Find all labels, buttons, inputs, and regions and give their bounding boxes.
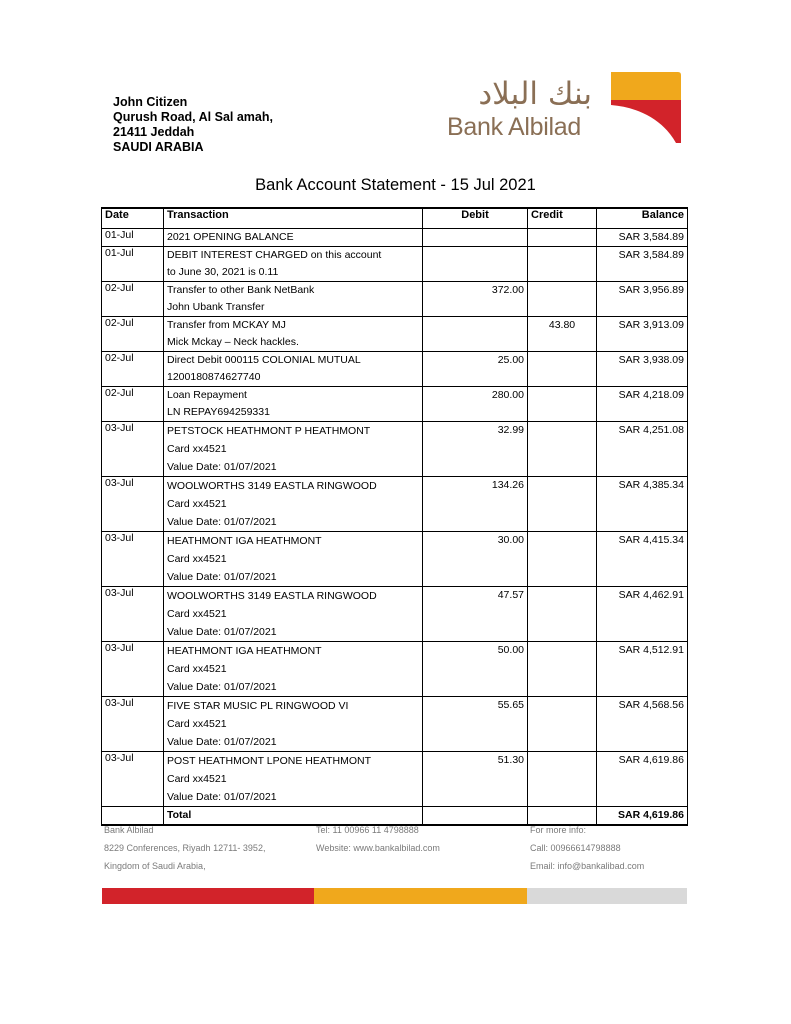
- row-date: 03-Jul: [102, 752, 164, 807]
- row-debit: [423, 477, 528, 532]
- row-balance-value: SAR 4,415.34: [618, 534, 684, 546]
- row-transaction: [164, 229, 423, 247]
- row-credit: [528, 352, 597, 387]
- customer-name: John Citizen: [113, 95, 188, 109]
- footer-call: Call: 00966614798888: [530, 843, 621, 853]
- transaction-line: Value Date: 01/07/2021: [167, 736, 277, 748]
- row-credit-value: 43.80: [548, 319, 576, 331]
- bank-name-latin: Bank Albilad: [447, 113, 581, 141]
- row-balance: [597, 752, 688, 807]
- row-balance-value: SAR 3,584.89: [618, 249, 684, 261]
- row-debit-value: 25.00: [497, 354, 524, 366]
- header-debit: Debit: [423, 208, 528, 229]
- row-debit: [423, 422, 528, 477]
- table-row: [102, 282, 688, 317]
- row-debit-value: [426, 229, 524, 230]
- transaction-line: HEATHMONT IGA HEATHMONT: [167, 535, 322, 547]
- row-balance: [597, 697, 688, 752]
- customer-address: [113, 95, 273, 155]
- row-transaction: [164, 387, 423, 422]
- row-date: 03-Jul: [102, 477, 164, 532]
- footer-tel: Tel: 11 00966 11 4798888: [316, 825, 419, 835]
- transaction-line: WOOLWORTHS 3149 EASTLA RINGWOOD: [167, 480, 377, 492]
- row-date: 01-Jul: [102, 247, 164, 282]
- row-debit: [423, 697, 528, 752]
- transaction-line: Card xx4521: [167, 773, 227, 785]
- table-header-row: [102, 208, 688, 229]
- row-credit-value: [531, 532, 593, 533]
- table-row: [102, 317, 688, 352]
- row-balance: [597, 352, 688, 387]
- table-row: [102, 477, 688, 532]
- row-transaction: [164, 642, 423, 697]
- row-debit: [423, 352, 528, 387]
- transaction-line: John Ubank Transfer: [167, 301, 265, 313]
- row-debit: [423, 387, 528, 422]
- total-label: Total: [164, 807, 423, 826]
- row-date: 02-Jul: [102, 317, 164, 352]
- row-debit-value: 32.99: [497, 424, 524, 436]
- footer-address: [104, 821, 265, 875]
- table-row: [102, 587, 688, 642]
- row-debit: [423, 229, 528, 247]
- row-credit-value: [531, 752, 593, 753]
- row-transaction: [164, 532, 423, 587]
- row-credit: [528, 532, 597, 587]
- transaction-line: Card xx4521: [167, 498, 227, 510]
- transaction-line: Loan Repayment: [167, 389, 247, 401]
- header-balance: Balance: [597, 208, 688, 229]
- row-balance-value: SAR 3,913.09: [618, 319, 684, 331]
- row-debit-value: 55.65: [497, 699, 524, 711]
- statement-title: Bank Account Statement - 15 Jul 2021: [255, 176, 536, 194]
- header-date: Date: [102, 208, 164, 229]
- row-balance: [597, 317, 688, 352]
- transaction-line: Transfer from MCKAY MJ: [167, 319, 286, 331]
- table-row: [102, 229, 688, 247]
- row-credit-value: [531, 477, 593, 478]
- transaction-line: Value Date: 01/07/2021: [167, 626, 277, 638]
- row-transaction: [164, 352, 423, 387]
- transaction-line: POST HEATHMONT LPONE HEATHMONT: [167, 755, 371, 767]
- footer-street: 8229 Conferences, Riyadh 12711- 3952,: [104, 843, 266, 853]
- row-date: 03-Jul: [102, 422, 164, 477]
- row-credit-value: [531, 282, 593, 283]
- table-row: [102, 752, 688, 807]
- row-credit-value: [531, 229, 593, 230]
- row-debit-value: [426, 247, 524, 248]
- transaction-line: Value Date: 01/07/2021: [167, 516, 277, 528]
- table-row: [102, 352, 688, 387]
- row-credit: [528, 282, 597, 317]
- row-debit: [423, 752, 528, 807]
- transaction-line: LN REPAY694259331: [167, 406, 270, 418]
- table-row: [102, 532, 688, 587]
- row-debit-value: 51.30: [497, 754, 524, 766]
- transaction-line: Card xx4521: [167, 718, 227, 730]
- row-date: 03-Jul: [102, 697, 164, 752]
- transaction-rows: [102, 229, 688, 807]
- transaction-line: 1200180874627740: [167, 371, 261, 383]
- bank-logo: [444, 68, 684, 148]
- row-date: 02-Jul: [102, 387, 164, 422]
- row-transaction: [164, 477, 423, 532]
- row-credit-value: [531, 587, 593, 588]
- transaction-line: to June 30, 2021 is 0.11: [167, 266, 279, 278]
- transaction-line: WOOLWORTHS 3149 EASTLA RINGWOOD: [167, 590, 377, 602]
- row-transaction: [164, 697, 423, 752]
- footer-email[interactable]: Email: info@bankalibad.com: [530, 861, 645, 871]
- row-balance-value: SAR 4,568.56: [618, 699, 684, 711]
- row-transaction: [164, 282, 423, 317]
- header-credit: Credit: [528, 208, 597, 229]
- table-row: [102, 697, 688, 752]
- row-balance: [597, 587, 688, 642]
- row-credit: [528, 587, 597, 642]
- transaction-line: Value Date: 01/07/2021: [167, 681, 277, 693]
- transaction-line: Value Date: 01/07/2021: [167, 571, 277, 583]
- row-balance: [597, 247, 688, 282]
- row-balance: [597, 282, 688, 317]
- transaction-line: Card xx4521: [167, 663, 227, 675]
- row-debit-value: 30.00: [497, 534, 524, 546]
- row-debit-value: 372.00: [491, 284, 524, 296]
- row-credit: [528, 229, 597, 247]
- row-date: 03-Jul: [102, 587, 164, 642]
- address-line-1: Qurush Road, Al Sal amah,: [113, 110, 273, 124]
- row-credit-value: [531, 352, 593, 353]
- row-balance: [597, 642, 688, 697]
- statement-table: [101, 207, 688, 826]
- row-balance-value: SAR 4,218.09: [618, 389, 684, 401]
- row-balance-value: SAR 4,619.86: [618, 754, 684, 766]
- row-balance: [597, 422, 688, 477]
- row-balance: [597, 532, 688, 587]
- row-debit: [423, 587, 528, 642]
- row-credit: [528, 247, 597, 282]
- row-balance: [597, 387, 688, 422]
- row-balance-value: SAR 4,462.91: [618, 589, 684, 601]
- transaction-line: FIVE STAR MUSIC PL RINGWOOD VI: [167, 700, 349, 712]
- transaction-line: Card xx4521: [167, 443, 227, 455]
- transaction-line: Transfer to other Bank NetBank: [167, 284, 315, 296]
- row-transaction: [164, 317, 423, 352]
- address-country: SAUDI ARABIA: [113, 140, 204, 154]
- transaction-line: HEATHMONT IGA HEATHMONT: [167, 645, 322, 657]
- footer-bank-name: Bank Albilad: [104, 825, 154, 835]
- transaction-line: Value Date: 01/07/2021: [167, 461, 277, 473]
- footer-contact: [316, 821, 440, 857]
- row-credit: [528, 477, 597, 532]
- row-debit-value: 47.57: [497, 589, 524, 601]
- row-credit: [528, 642, 597, 697]
- footer-bar-red: [102, 888, 314, 904]
- bank-name-arabic: بنك البلاد: [478, 76, 592, 112]
- row-debit: [423, 532, 528, 587]
- row-debit: [423, 642, 528, 697]
- row-transaction: [164, 247, 423, 282]
- table-row: [102, 387, 688, 422]
- row-credit-value: [531, 642, 593, 643]
- bank-logo-arabic-wordmark: [444, 68, 594, 112]
- footer-info-label: For more info:: [530, 825, 587, 835]
- row-credit: [528, 387, 597, 422]
- row-credit: [528, 317, 597, 352]
- transaction-line: Value Date: 01/07/2021: [167, 791, 277, 803]
- row-credit-value: [531, 422, 593, 423]
- row-date: 02-Jul: [102, 352, 164, 387]
- row-debit-value: 280.00: [491, 389, 524, 401]
- row-debit-value: [426, 317, 524, 318]
- table-row: [102, 247, 688, 282]
- transaction-line: Card xx4521: [167, 608, 227, 620]
- transaction-line: Card xx4521: [167, 553, 227, 565]
- row-balance-value: SAR 4,385.34: [618, 479, 684, 491]
- row-debit: [423, 247, 528, 282]
- footer-info: [530, 821, 644, 875]
- header-transaction: Transaction: [164, 208, 423, 229]
- row-transaction: [164, 587, 423, 642]
- row-debit: [423, 317, 528, 352]
- row-credit: [528, 422, 597, 477]
- row-balance: [597, 477, 688, 532]
- row-credit: [528, 697, 597, 752]
- row-credit: [528, 752, 597, 807]
- row-debit: [423, 282, 528, 317]
- address-line-2: 21411 Jeddah: [113, 125, 195, 139]
- row-balance-value: SAR 4,512.91: [618, 644, 684, 656]
- row-debit-value: 50.00: [497, 644, 524, 656]
- bank-logo-mark-icon: [608, 70, 682, 144]
- row-balance: [597, 229, 688, 247]
- row-date: 03-Jul: [102, 532, 164, 587]
- row-date: 03-Jul: [102, 642, 164, 697]
- row-transaction: [164, 752, 423, 807]
- row-balance-value: SAR 4,251.08: [618, 424, 684, 436]
- transaction-line: Mick Mckay – Neck hackles.: [167, 336, 299, 348]
- total-balance: SAR 4,619.86: [597, 807, 688, 826]
- footer-bar-orange: [314, 888, 527, 904]
- footer-website[interactable]: Website: www.bankalbilad.com: [316, 843, 440, 853]
- row-date: 01-Jul: [102, 229, 164, 247]
- table-row: [102, 422, 688, 477]
- footer-country: Kingdom of Saudi Arabia,: [104, 861, 206, 871]
- transaction-line: 2021 OPENING BALANCE: [167, 231, 294, 243]
- row-debit-value: 134.26: [491, 479, 524, 491]
- row-balance-value: SAR 3,956.89: [618, 284, 684, 296]
- table-row: [102, 642, 688, 697]
- transaction-line: DEBIT INTEREST CHARGED on this account: [167, 249, 382, 261]
- row-date: 02-Jul: [102, 282, 164, 317]
- row-credit-value: [531, 247, 593, 248]
- row-credit-value: [531, 387, 593, 388]
- row-credit-value: [531, 697, 593, 698]
- transaction-line: Direct Debit 000115 COLONIAL MUTUAL: [167, 354, 361, 366]
- row-balance-value: SAR 3,584.89: [618, 231, 684, 243]
- transaction-line: PETSTOCK HEATHMONT P HEATHMONT: [167, 425, 371, 437]
- row-balance-value: SAR 3,938.09: [618, 354, 684, 366]
- footer-bar-gray: [527, 888, 687, 904]
- row-transaction: [164, 422, 423, 477]
